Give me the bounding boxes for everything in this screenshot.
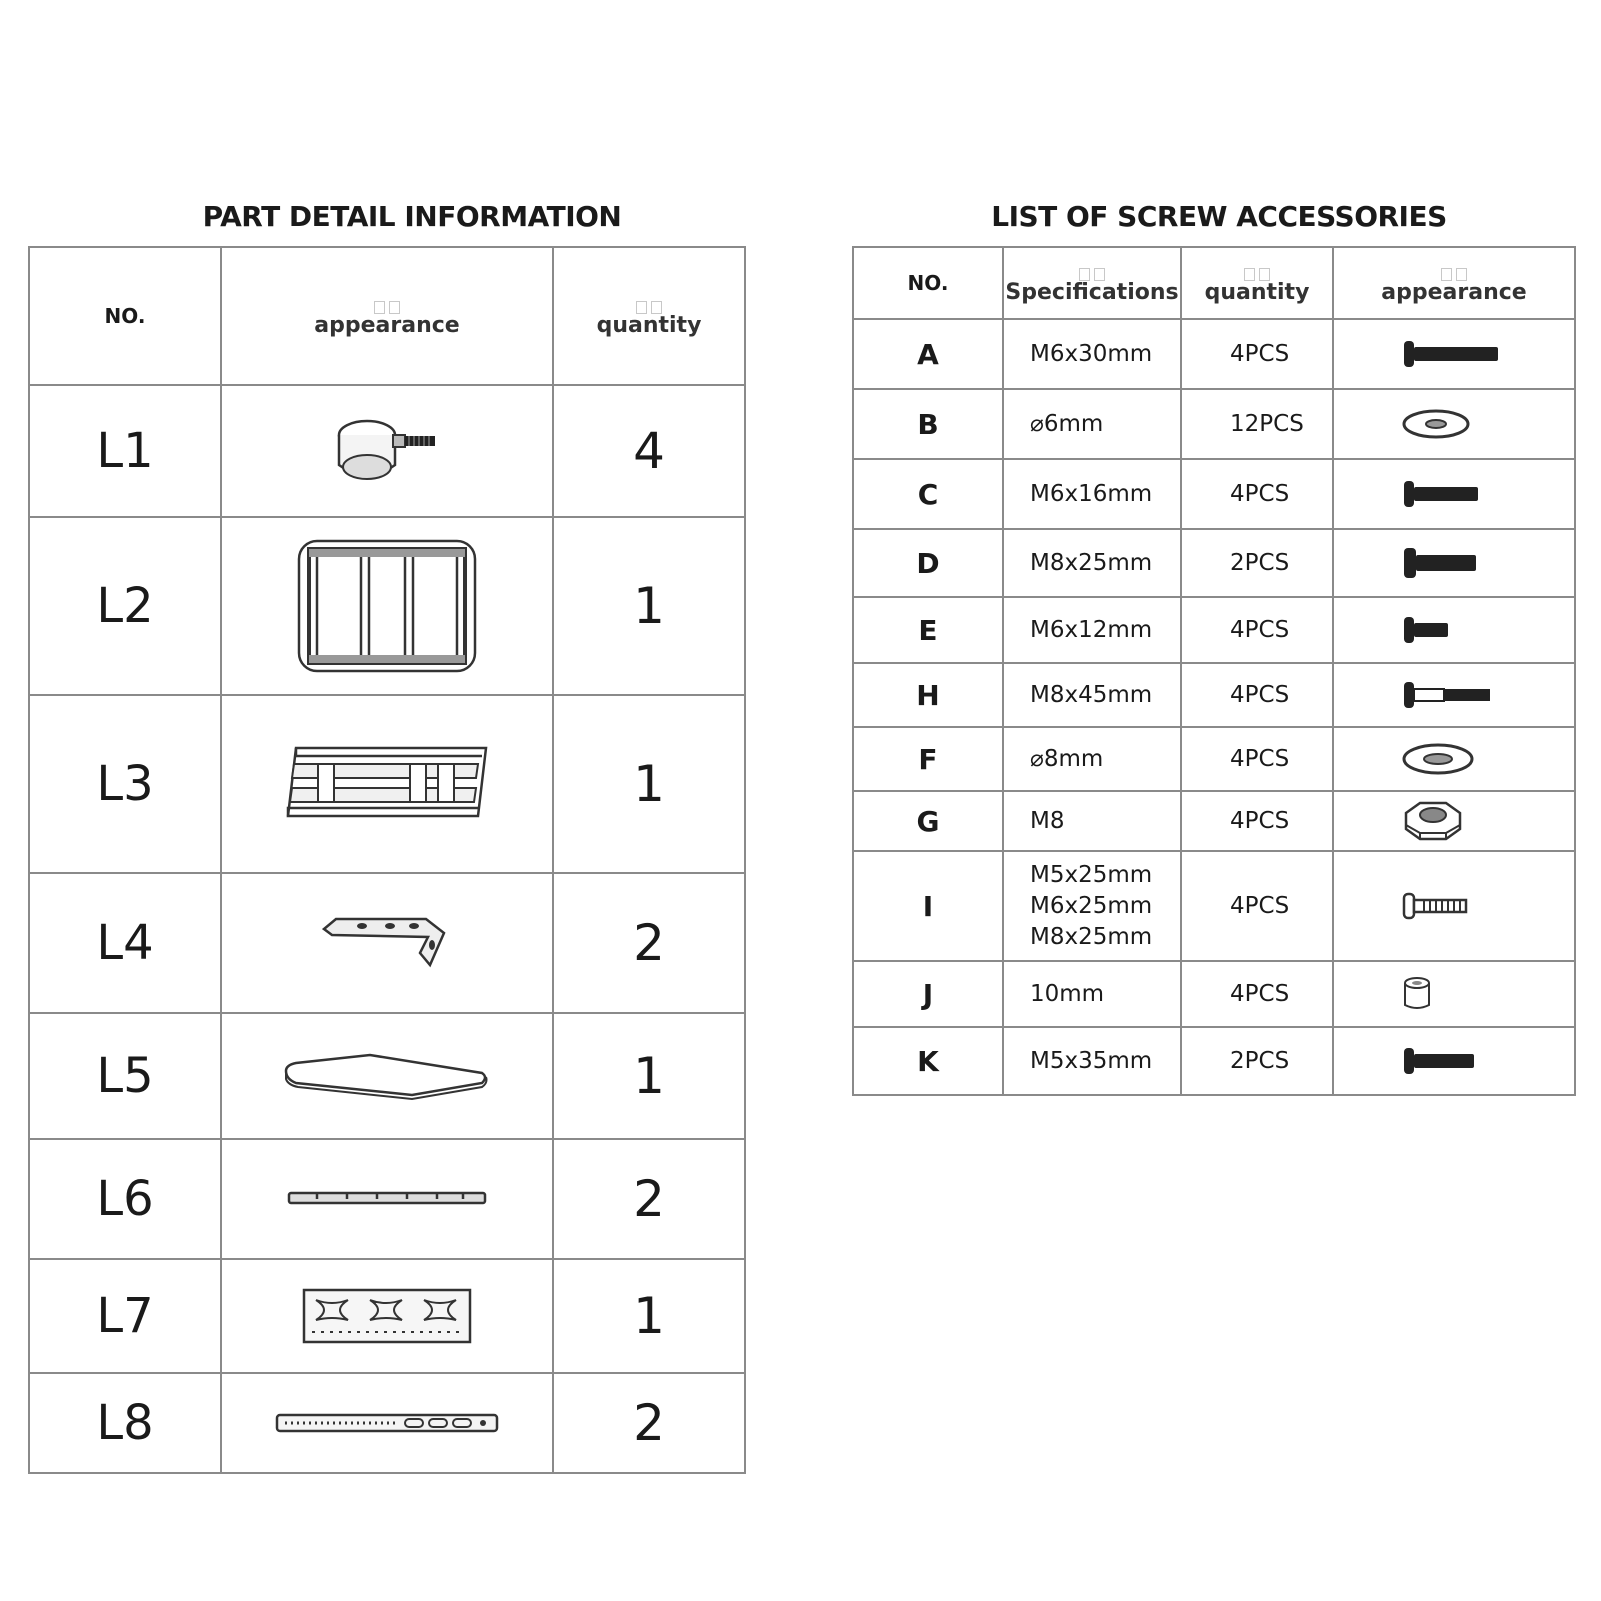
caster-wheel-icon	[327, 411, 447, 491]
screw-no: G	[853, 791, 1003, 851]
screw-appearance	[1333, 597, 1575, 663]
part-appearance	[221, 873, 553, 1013]
perforated-strip-icon	[275, 1412, 499, 1434]
shelf-board-icon	[282, 1051, 492, 1101]
parts-header-no: NO.	[29, 247, 221, 385]
screw-appearance	[1333, 319, 1575, 389]
part-qty: 2	[553, 1139, 745, 1259]
parts-row	[29, 1373, 745, 1473]
screw-row	[853, 597, 1575, 663]
part-appearance	[221, 1013, 553, 1139]
screw-no: K	[853, 1027, 1003, 1095]
washer-icon	[1402, 741, 1522, 777]
screw-appearance	[1333, 389, 1575, 459]
screw-no: I	[853, 851, 1003, 961]
part-qty: 4	[553, 385, 745, 517]
screw-no: E	[853, 597, 1003, 663]
bolt-icon	[1402, 546, 1522, 580]
part-no: L2	[29, 517, 221, 695]
screw-row	[853, 851, 1575, 961]
screw-row	[853, 727, 1575, 791]
part-qty: 1	[553, 1259, 745, 1373]
parts-table	[28, 246, 746, 1474]
screw-no: B	[853, 389, 1003, 459]
part-no: L8	[29, 1373, 221, 1473]
screws-header-spec-label: Specifications	[1005, 279, 1179, 305]
screw-spec: ⌀8mm	[1003, 727, 1181, 791]
part-qty: 1	[553, 1013, 745, 1139]
screw-appearance	[1333, 727, 1575, 791]
screws-header-no: NO.	[853, 247, 1003, 319]
screw-row	[853, 663, 1575, 727]
part-no: L3	[29, 695, 221, 873]
bolt-icon	[1402, 1046, 1522, 1076]
screw-no: A	[853, 319, 1003, 389]
screw-spec: 10mm	[1003, 961, 1181, 1027]
screw-qty: 4PCS	[1181, 663, 1333, 727]
screw-appearance	[1333, 851, 1575, 961]
screw-no: H	[853, 663, 1003, 727]
screw-appearance	[1333, 529, 1575, 597]
parts-header-appearance-label: appearance	[314, 312, 460, 338]
screw-qty: 4PCS	[1181, 727, 1333, 791]
screw-qty: 4PCS	[1181, 851, 1333, 961]
angle-bracket-icon	[322, 913, 452, 973]
screw-spec: M5x35mm	[1003, 1027, 1181, 1095]
screw-spec: M6x16mm	[1003, 459, 1181, 529]
parts-row	[29, 1139, 745, 1259]
part-no: L5	[29, 1013, 221, 1139]
screw-spec: M8	[1003, 791, 1181, 851]
screw-row	[853, 961, 1575, 1027]
screw-qty: 2PCS	[1181, 1027, 1333, 1095]
part-qty: 1	[553, 517, 745, 695]
part-appearance	[221, 1373, 553, 1473]
screw-qty: 4PCS	[1181, 459, 1333, 529]
screws-header-appearance	[1333, 247, 1575, 319]
parts-header-row	[29, 247, 745, 385]
part-qty: 2	[553, 873, 745, 1013]
part-appearance	[221, 385, 553, 517]
screws-table	[852, 246, 1576, 1096]
screw-spec: M6x30mm	[1003, 319, 1181, 389]
washer-icon	[1402, 407, 1522, 441]
screw-appearance	[1333, 663, 1575, 727]
screw-appearance	[1333, 1027, 1575, 1095]
screw-row	[853, 459, 1575, 529]
screws-header-appearance-label: appearance	[1381, 279, 1527, 305]
screw-spec: M8x45mm	[1003, 663, 1181, 727]
screw-spec: M6x12mm	[1003, 597, 1181, 663]
placeholder-glyph-icon	[222, 295, 552, 309]
screw-qty: 4PCS	[1181, 961, 1333, 1027]
bolt-icon	[1402, 339, 1522, 369]
screw-row	[853, 791, 1575, 851]
part-appearance	[221, 1139, 553, 1259]
screws-header-spec	[1003, 247, 1181, 319]
parts-header-quantity-label: quantity	[596, 312, 702, 338]
screw-no: D	[853, 529, 1003, 597]
screw-icon	[1402, 891, 1522, 921]
screw-appearance	[1333, 961, 1575, 1027]
parts-section-title: PART DETAIL INFORMATION	[202, 200, 622, 233]
screw-spec: M8x25mm	[1003, 529, 1181, 597]
bolt-icon	[1402, 615, 1522, 645]
screw-row	[853, 529, 1575, 597]
screw-qty: 4PCS	[1181, 319, 1333, 389]
screw-no: C	[853, 459, 1003, 529]
hex-nut-icon	[1402, 799, 1522, 843]
screw-spec-line: M5x25mm	[1030, 861, 1153, 888]
screws-header-row	[853, 247, 1575, 319]
part-appearance	[221, 517, 553, 695]
screw-qty: 2PCS	[1181, 529, 1333, 597]
screw-appearance	[1333, 459, 1575, 529]
part-appearance	[221, 695, 553, 873]
parts-row	[29, 873, 745, 1013]
screw-no: F	[853, 727, 1003, 791]
screws-header-quantity	[1181, 247, 1333, 319]
part-no: L6	[29, 1139, 221, 1259]
screw-qty: 4PCS	[1181, 597, 1333, 663]
screw-spec-line: M6x25mm	[1030, 892, 1153, 919]
screw-qty: 12PCS	[1181, 389, 1333, 459]
mounting-plate-icon	[302, 1286, 472, 1346]
placeholder-glyph-icon	[1004, 262, 1180, 276]
bolt-icon	[1402, 680, 1522, 710]
part-no: L4	[29, 873, 221, 1013]
parts-row	[29, 695, 745, 873]
screws-section-title: LIST OF SCREW ACCESSORIES	[991, 200, 1447, 233]
part-appearance	[221, 1259, 553, 1373]
part-qty: 1	[553, 695, 745, 873]
parts-row	[29, 385, 745, 517]
placeholder-glyph-icon	[554, 295, 744, 309]
parts-row	[29, 517, 745, 695]
part-qty: 2	[553, 1373, 745, 1473]
screw-spec-line: M8x25mm	[1030, 923, 1153, 950]
placeholder-glyph-icon	[1182, 262, 1332, 276]
part-no: L7	[29, 1259, 221, 1373]
screw-spec: ⌀6mm	[1003, 389, 1181, 459]
spacer-icon	[1402, 976, 1522, 1012]
screw-qty: 4PCS	[1181, 791, 1333, 851]
flat-bar-icon	[287, 1189, 487, 1209]
parts-row	[29, 1259, 745, 1373]
parts-row	[29, 1013, 745, 1139]
screw-row	[853, 389, 1575, 459]
screw-row	[853, 319, 1575, 389]
screws-header-quantity-label: quantity	[1204, 279, 1310, 305]
part-no: L1	[29, 385, 221, 517]
parts-header-appearance	[221, 247, 553, 385]
screw-no: J	[853, 961, 1003, 1027]
screw-appearance	[1333, 791, 1575, 851]
placeholder-glyph-icon	[1334, 262, 1574, 276]
screw-spec	[1003, 851, 1181, 961]
screw-row	[853, 1027, 1575, 1095]
bolt-icon	[1402, 479, 1522, 509]
frame-panel-icon	[297, 539, 477, 673]
parts-header-quantity	[553, 247, 745, 385]
bracket-frame-icon	[282, 744, 492, 824]
